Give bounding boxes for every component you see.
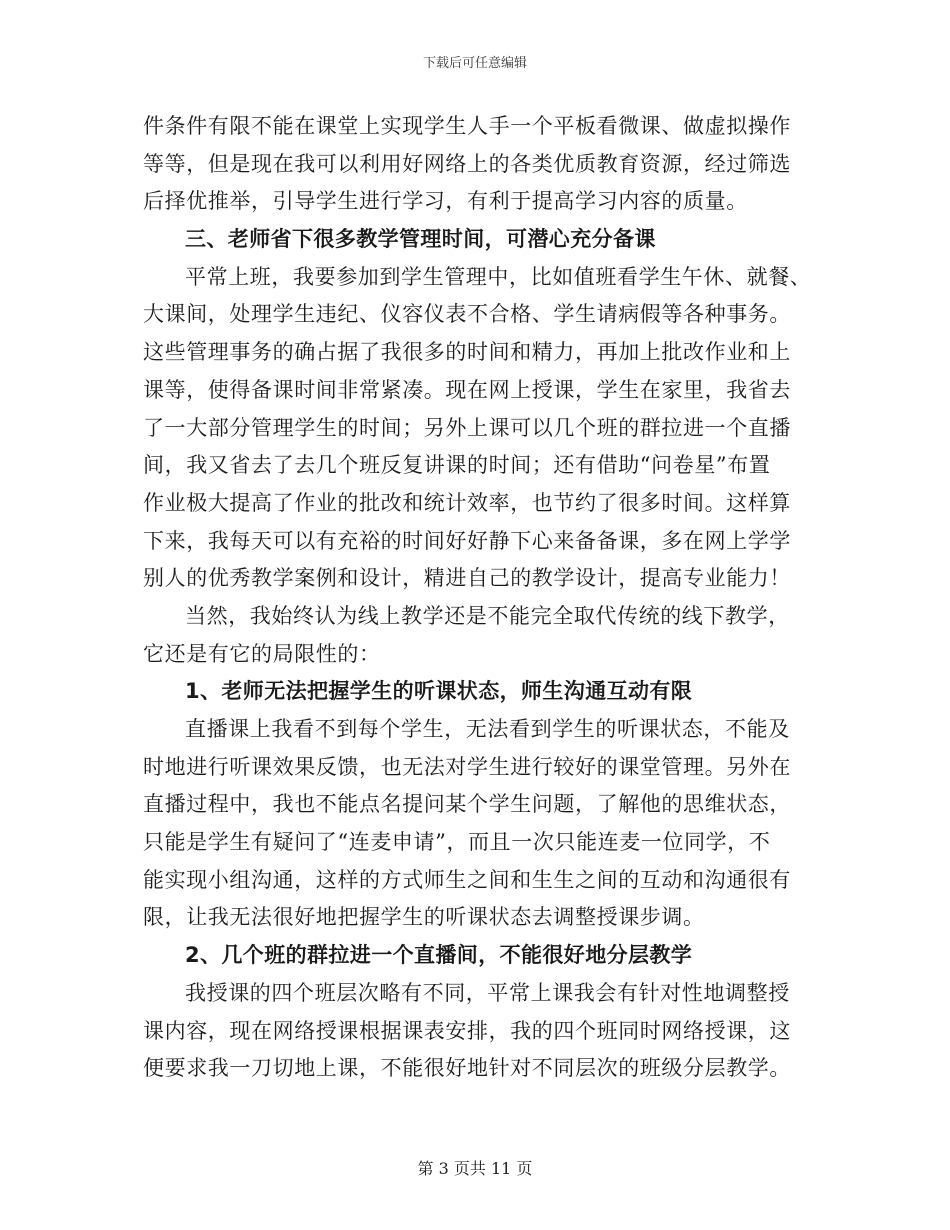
text-line: 课内容，现在网络授课根据课表安排，我的四个班同时网络授课，这 xyxy=(143,1018,791,1043)
text-line: 这些管理事务的确占据了我很多的时间和精力，再加上批改作业和上 xyxy=(143,340,791,365)
text-line: 了一大部分管理学生的时间；另外上课可以几个班的群拉进一个直播 xyxy=(143,415,791,440)
text-line: 别人的优秀教学案例和设计，精进自己的教学设计，提高专业能力！ xyxy=(143,566,791,591)
page-footer: 第 3 页共 11 页 xyxy=(417,1159,533,1178)
text-line: 课等，使得备课时间非常紧凑。现在网上授课，学生在家里，我省去 xyxy=(143,377,791,402)
text-line: 能实现小组沟通，这样的方式师生之间和生生之间的互动和沟通很有 xyxy=(143,867,791,892)
text-line: 只能是学生有疑问了“连麦申请”，而且一次只能连麦一位同学，不 xyxy=(143,830,771,855)
page-header: 下载后可任意编辑 xyxy=(422,56,527,71)
text-line: 后择优推举，引导学生进行学习，有利于提高学习内容的质量。 xyxy=(143,189,748,214)
section-heading: 三、老师省下很多教学管理时间，可潜心充分备课 xyxy=(185,227,656,252)
section-heading: 1、老师无法把握学生的听课状态，师生沟通互动有限 xyxy=(185,679,693,704)
text-line: 平常上班，我要参加到学生管理中，比如值班看学生午休、就餐、 xyxy=(185,264,812,289)
document-body xyxy=(143,108,812,1088)
text-line: 下来，我每天可以有充裕的时间好好静下心来备备课，多在网上学学 xyxy=(143,528,791,553)
text-line: 直播课上我看不到每个学生，无法看到学生的听课状态，不能及 xyxy=(185,717,790,741)
text-line: 大课间，处理学生违纪、仪容仪表不合格、学生请病假等各种事务。 xyxy=(143,302,791,327)
text-line: 时地进行听课效果反馈，也无法对学生进行较好的课堂管理。另外在 xyxy=(143,754,791,779)
text-line: 当然，我始终认为线上教学还是不能完全取代传统的线下教学， xyxy=(185,603,790,628)
text-line: 间，我又省去了去几个班反复讲课的时间；还有借助“问卷星”布置 xyxy=(143,453,771,478)
text-line: 限，让我无法很好地把握学生的听课状态去调整授课步调。 xyxy=(143,905,705,930)
text-line: 我授课的四个班层次略有不同，平常上课我会有针对性地调整授 xyxy=(185,980,790,1005)
text-line: 便要求我一刀切地上课，不能很好地针对不同层次的班级分层教学。 xyxy=(143,1056,791,1081)
section-heading: 2、几个班的群拉进一个直播间，不能很好地分层教学 xyxy=(185,943,693,968)
text-line: 作业极大提高了作业的批改和统计效率，也节约了很多时间。这样算 xyxy=(143,490,791,515)
text-line: 直播过程中，我也不能点名提问某个学生问题，了解他的思维状态， xyxy=(143,792,791,817)
text-line: 件条件有限不能在课堂上实现学生人手一个平板看微课、做虚拟操作 xyxy=(143,114,791,138)
text-line: 它还是有它的局限性的： xyxy=(143,641,381,666)
text-line: 等等，但是现在我可以利用好网络上的各类优质教育资源，经过筛选 xyxy=(143,151,791,176)
